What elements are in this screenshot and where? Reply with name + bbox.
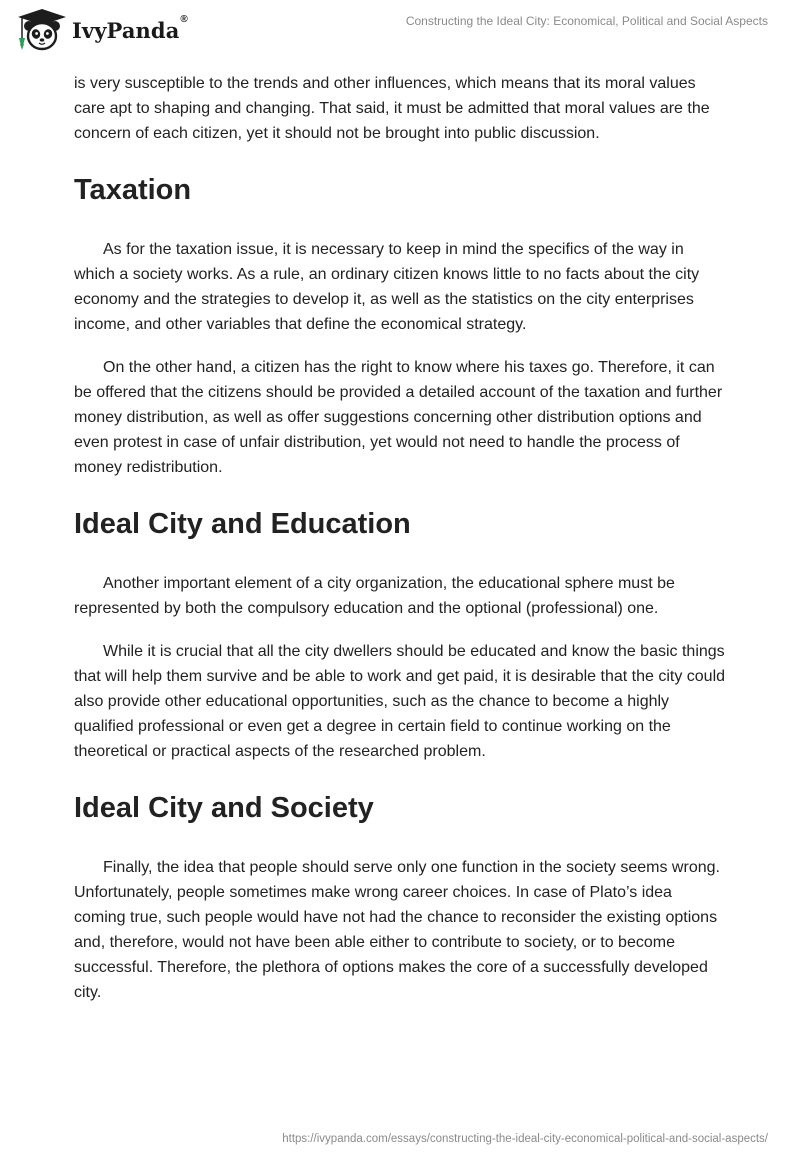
panda-graduate-icon xyxy=(14,8,70,52)
taxation-paragraph-2: On the other hand, a citizen has the right to know where his taxes go. Therefore, it can be offered that the citizens should be provided a detailed account of the taxation and further money distribution, as well as offer suggestions concerning other distribution options and even protest in case of unfair distribution, yet would not need to handle the process of money redistribution. xyxy=(74,359,723,476)
ivypanda-logo[interactable] xyxy=(14,8,188,52)
education-paragraph-2: While it is crucial that all the city dwellers should be educated and know the basic things that will help them survive and be able to work and get paid, it is desirable that the city could also provide other educational opportunities, such as the chance to become a highly qualified professional or even get a degree in certain field to continue working on the theoretical or practical aspects of the researched problem. xyxy=(74,643,726,760)
registered-mark: ® xyxy=(180,13,188,25)
section-heading-taxation: Taxation xyxy=(74,174,192,206)
section-heading-education: Ideal City and Education xyxy=(74,508,411,540)
section-heading-society: Ideal City and Society xyxy=(74,792,374,824)
education-paragraph-1: Another important element of a city organization, the educational sphere must be represented by both the compulsory education and the optional (professional) one. xyxy=(74,575,675,617)
intro-paragraph: is very susceptible to the trends and other influences, which means that its moral values care apt to shaping and changing. That said, it must be admitted that moral values are the concern of each citizen, yet it should not be brought into public discussion. xyxy=(74,75,710,142)
essay-body xyxy=(74,71,726,1023)
society-paragraph-1: Finally, the idea that people should serve only one function in the society seems wrong. Unfortunately, people sometimes make wrong career choices. In case of Plato’s idea coming true, such people would have not had the chance to reconsider the existing options and, therefore, would not have been able either to contribute to society, or to become successful. Therefore, the plethora of options makes the core of a successfully developed city. xyxy=(74,859,720,1001)
source-url[interactable]: https://ivypanda.com/essays/constructing-the-ideal-city-economical-political-and-social-aspects/ xyxy=(282,1133,768,1145)
document-title: Constructing the Ideal City: Economical, Political and Social Aspects xyxy=(405,14,768,28)
taxation-paragraph-1: As for the taxation issue, it is necessary to keep in mind the specifics of the way in which a society works. As a rule, an ordinary citizen knows little to no facts about the city economy and the strategies to develop it, as well as the statistics on the city enterprises income, and other variables that define the economical strategy. xyxy=(74,241,700,333)
page-header xyxy=(0,0,800,60)
logo-wordmark: IvyPanda® xyxy=(72,13,188,43)
